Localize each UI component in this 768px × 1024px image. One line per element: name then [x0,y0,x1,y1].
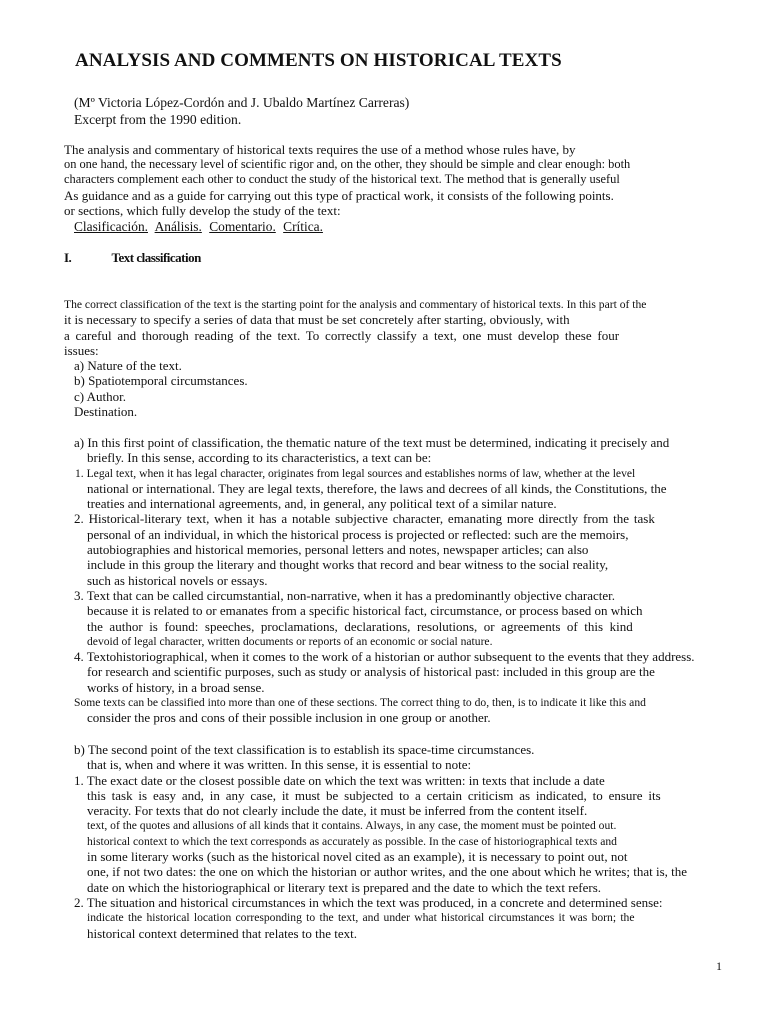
paragraph-line: for research and scientific purposes, such as study or analysis of historical past: included in this group are the [87,664,655,680]
excerpt-line: Excerpt from the 1990 edition. [74,112,242,127]
intro-line: or sections, which fully develop the study of the text: [64,202,341,218]
paragraph-line: briefly. In this sense, according to its characteristics, a text can be: [87,450,432,466]
paragraph-line: that is, when and where it was written. In this sense, it is essential to note: [87,757,472,773]
issue-item: Destination. [74,404,138,420]
authors-line: (Mº Victoria López-Cordón and J. Ubaldo Martínez Carreras) [74,95,410,110]
method-item: Clasificación. [74,219,148,234]
method-item: Crítica. [283,219,323,234]
paragraph-line: because it is related to or emanates from a specific historical fact, circumstance, or process based on which [87,603,643,619]
paragraph-line: historical context to which the text corresponds as accurately as possible. In the case of historiographical texts and [87,834,617,848]
list-item: 3. Text that can be called circumstantial, non-narrative, when it has a predominantly objective character. [74,587,616,603]
intro-line: characters complement each other to conduct the study of the historical text. The method that is generally useful [64,172,620,187]
issue-item: a) Nature of the text. [74,358,182,374]
paragraph-line: autobiographies and historical memories, personal letters and notes, newspaper articles; can also [87,542,589,558]
method-list [74,219,327,235]
intro-paragraph [64,142,724,218]
paragraph-line: issues: [64,342,99,358]
paragraph-line: historical context determined that relates to the text. [87,925,358,941]
list-item: 1. Legal text, when it has legal character, originates from legal sources and establishes norms of law, whether at the level [75,466,636,480]
issue-item: b) Spatiotemporal circumstances. [74,373,248,389]
paragraph-line: a careful and thorough reading of the text. To correctly classify a text, one must develop these four [64,327,620,343]
section-title: Text classification [111,250,201,265]
paragraph-line: this task is easy and, in any case, it must be subjected to a certain criticism as indicated, to ensure its [87,787,661,803]
paragraph-line: text, of the quotes and allusions of all kinds that it contains. Always, in any case, the moment must be pointed out. [87,819,617,833]
paragraph-line: date on which the historiographical or literary text is prepared and the date to which the text refers. [87,879,602,895]
paragraph-line: national or international. They are legal texts, therefore, the laws and decrees of all kinds, the Constitutions, the [87,480,667,496]
classification-paragraph [64,297,740,419]
paragraph-line: treaties and international agreements, and, in general, any political text of a similar nature. [87,496,557,512]
paragraph-line: indicate the historical location corresponding to the text, and under what historical circumstances it was born; the [87,911,635,925]
paragraph-line: in some literary works (such as the historical novel cited as an example), it is necessary to point out, not [87,849,628,865]
point-b-section [64,742,740,941]
section-heading [64,250,201,266]
list-item: 4. Textohistoriographical, when it comes to the work of a historian or author subsequent to the events that they address. [74,649,695,665]
paragraph-line: devoid of legal character, written documents or reports of an economic or social nature. [87,634,493,648]
authors-block [74,94,409,128]
list-item: 1. The exact date or the closest possible date on which the text was written: in texts that include a date [74,772,605,788]
paragraph-line: b) The second point of the text classification is to establish its space-time circumstances. [74,742,535,757]
intro-line: As guidance and as a guide for carrying out this type of practical work, it consists of the following points. [64,187,614,203]
paragraph-line: include in this group the literary and thought works that record and bear witness to the social reality, [87,557,609,573]
intro-line: on one hand, the necessary level of scientific rigor and, on the other, they should be simple and clear enough: both [64,157,631,172]
method-item: Análisis. [154,219,202,234]
list-item: 2. Historical-literary text, when it has a notable subjective character, emanating more directly from the task [74,511,655,527]
paragraph-line: works of history, in a broad sense. [87,679,265,695]
point-a-section [64,435,740,726]
document-title: ANALYSIS AND COMMENTS ON HISTORICAL TEXTS [75,50,562,71]
paragraph-line: The correct classification of the text is the starting point for the analysis and commentary of historical texts. In this part of the [64,298,647,311]
paragraph-line: a) In this first point of classification, the thematic nature of the text must be determined, indicating it precisely and [74,435,670,450]
issue-item: c) Author. [74,388,126,404]
paragraph-line: consider the pros and cons of their possible inclusion in one group or another. [87,710,491,726]
page-number: 1 [716,959,722,973]
paragraph-line: veracity. For texts that do not clearly include the date, it must be inferred from the content itself. [87,803,588,819]
section-number: I. [64,250,72,265]
paragraph-line: Some texts can be classified into more than one of these sections. The correct thing to do, then, is to indicate it like this and [74,696,646,710]
intro-line: The analysis and commentary of historical texts requires the use of a method whose rules have, by [64,142,576,157]
paragraph-line: personal of an individual, in which the historical process is projected or reflected: such are the memoirs, [87,526,629,542]
method-item: Comentario. [209,219,276,234]
list-item: 2. The situation and historical circumstances in which the text was produced, in a concrete and determined sense: [74,894,663,910]
paragraph-line: it is necessary to specify a series of data that must be set concretely after starting, obviously, with [64,312,570,328]
paragraph-line: the author is found: speeches, proclamations, declarations, resolutions, or agreements of this kind [87,618,633,634]
paragraph-line: one, if not two dates: the one on which the historian or author writes, and the one about which he writes; that is, the [87,864,688,880]
paragraph-line: such as historical novels or essays. [87,572,268,588]
